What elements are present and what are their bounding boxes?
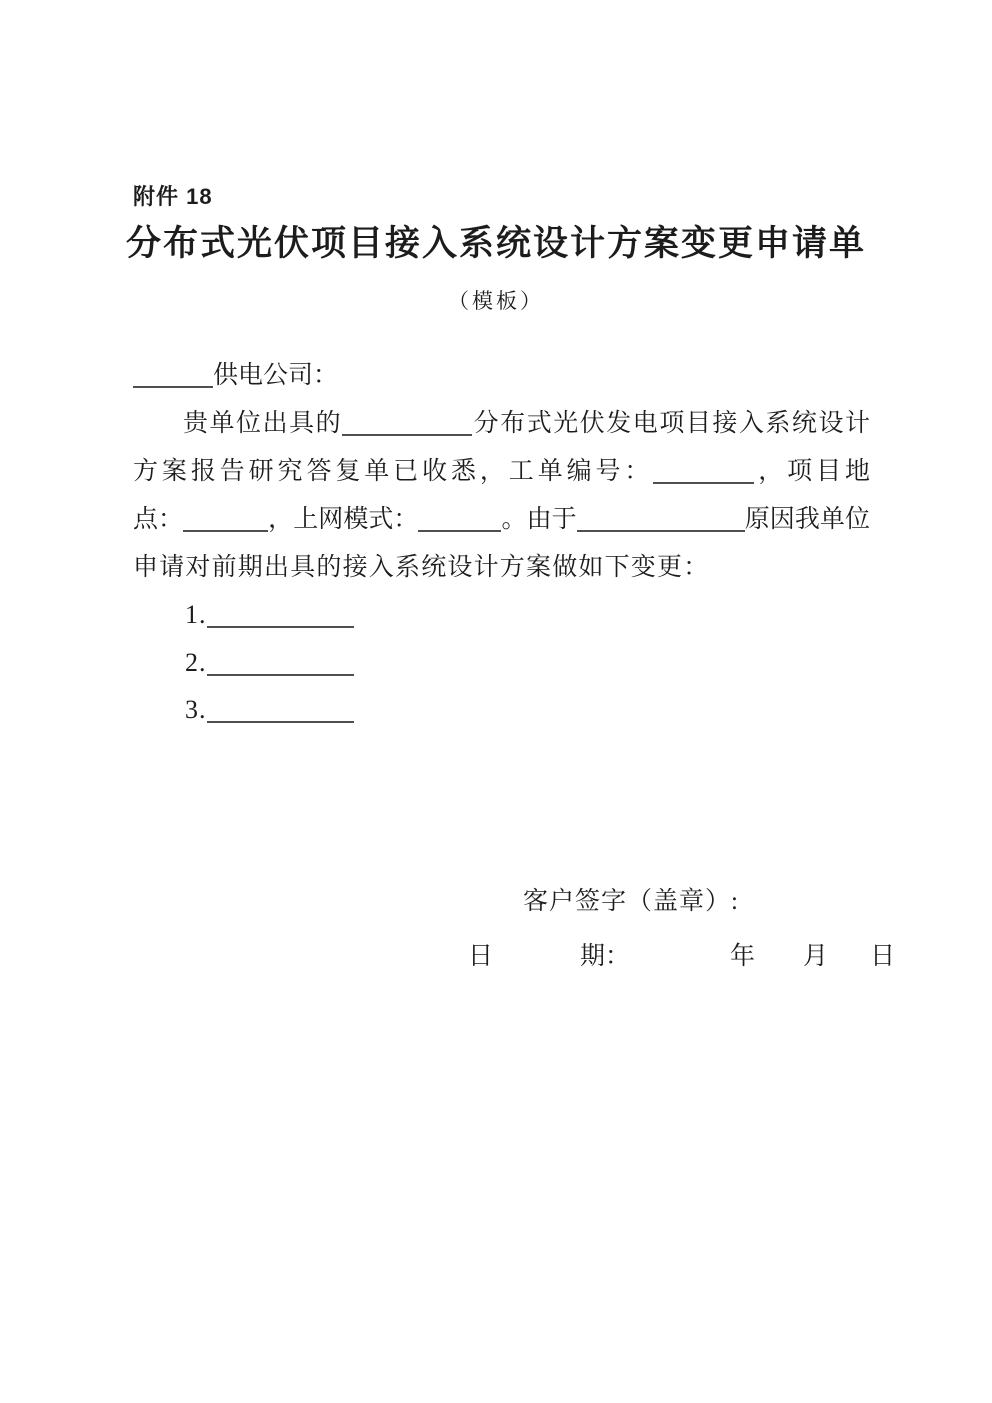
attachment-label: 附件 18 [133, 184, 213, 209]
paragraph-text: 方案报告研究答复单已收悉，工单编号： [133, 458, 654, 485]
change-list [185, 591, 354, 734]
paragraph-text: 分布式光伏发电项目接入系统设计 [472, 410, 870, 437]
change-item-2-field[interactable] [207, 666, 354, 676]
salutation-line [133, 352, 870, 400]
change-item-number: 3. [185, 695, 207, 724]
paragraph-line-request [133, 544, 870, 592]
change-reason-field[interactable] [577, 522, 745, 532]
paragraph-text: 贵单位出具的 [183, 410, 343, 437]
grid-mode-field[interactable] [418, 522, 501, 532]
change-item [185, 686, 354, 734]
paragraph-text: ，上网模式： [268, 506, 419, 533]
company-name-field[interactable] [133, 378, 213, 388]
paragraph-line-issuer [133, 400, 870, 448]
paragraph-text: 。由于 [501, 506, 577, 533]
paragraph-line-order-no [133, 448, 870, 496]
date-label-qi: 期： [580, 943, 631, 970]
date-day-label: 日 [870, 943, 896, 970]
template-subtitle: （模板） [448, 289, 544, 313]
paragraph-text: 申请对前期出具的接入系统设计方案做如下变更： [133, 554, 710, 581]
date-label-ri: 日 [468, 943, 494, 970]
date-year-label: 年 [730, 943, 756, 970]
paragraph-text: ，项目地 [754, 458, 870, 485]
document-title: 分布式光伏项目接入系统设计方案变更申请单 [125, 224, 866, 263]
paragraph-text: 点： [133, 506, 184, 533]
body-paragraph [133, 352, 870, 592]
project-location-field[interactable] [183, 522, 268, 532]
change-item-number: 1. [185, 600, 207, 629]
change-item-3-field[interactable] [207, 713, 354, 723]
change-item-number: 2. [185, 647, 207, 677]
order-no-field[interactable] [653, 474, 754, 484]
change-item [185, 591, 354, 639]
issuer-field[interactable] [342, 426, 472, 436]
change-item [185, 639, 354, 687]
change-item-1-field[interactable] [207, 618, 354, 628]
paragraph-line-location-mode [133, 496, 870, 544]
salutation-text: 供电公司： [213, 362, 339, 389]
date-line [468, 944, 895, 969]
paragraph-text: 原因我单位 [744, 506, 870, 533]
date-month-label: 月 [803, 943, 829, 970]
customer-signature-label: 客户签字（盖章）: [523, 888, 739, 915]
